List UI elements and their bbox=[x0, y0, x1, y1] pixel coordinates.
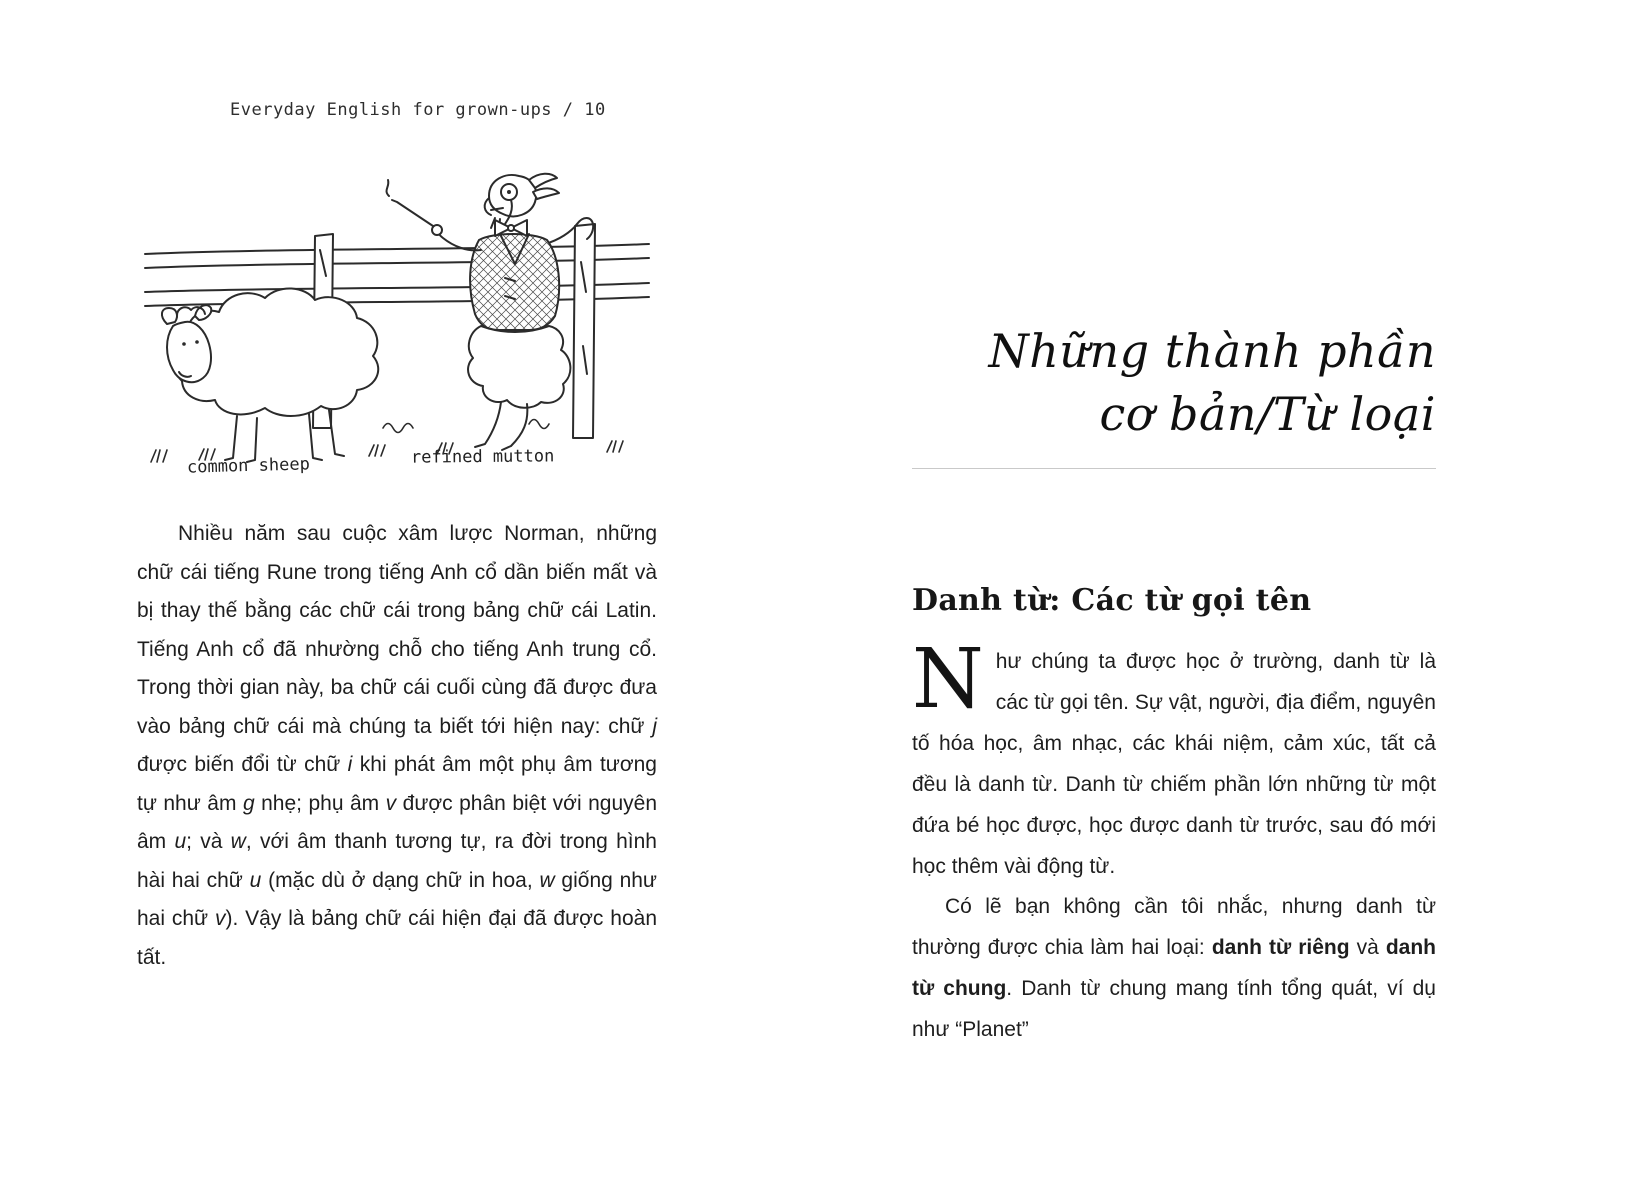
sheep-drawing-svg bbox=[137, 166, 657, 498]
illustration-caption-common-sheep: common sheep bbox=[186, 454, 311, 478]
refined-mutton-figure bbox=[387, 174, 594, 450]
nouns-paragraph-1-text: hư chúng ta được học ở trường, danh từ là các từ gọi tên. Sự vật, người, địa điểm, nguyên tố hóa học, âm nhạc, các khái niệm, cảm xúc, tất cả đều là danh từ. Danh từ chiếm phần lớn những từ một đứa bé học được, học được danh từ trước, sau đó mới học thêm vài động từ. bbox=[912, 650, 1436, 878]
chapter-title-line1: Những thành phần bbox=[988, 324, 1436, 378]
running-header: Everyday English for grown-ups / 10 bbox=[230, 100, 606, 120]
right-page bbox=[912, 0, 1436, 1200]
nouns-paragraph-2: Có lẽ bạn không cần tôi nhắc, nhưng danh từ thường được chia làm hai loại: danh từ riêng và danh từ chung. Danh từ chung mang tính tổng quát, ví dụ như “Planet” bbox=[912, 895, 1436, 1041]
sheep-illustration bbox=[137, 166, 657, 498]
left-page bbox=[137, 0, 657, 1200]
chapter-title-line2: cơ bản/Từ loại bbox=[1099, 387, 1436, 441]
illustration-caption-refined-mutton: refined mutton bbox=[410, 446, 555, 468]
nouns-paragraph-1 bbox=[912, 632, 1436, 887]
section-divider-rule bbox=[912, 468, 1436, 469]
common-sheep-figure bbox=[162, 288, 378, 462]
left-page-paragraph: Nhiều năm sau cuộc xâm lược Norman, những chữ cái tiếng Rune trong tiếng Anh cổ dần biến mất và bị thay thế bằng các chữ cái trong bảng chữ cái Latin. Tiếng Anh cổ đã nhường chỗ cho tiếng Anh trung cổ. Trong thời gian này, ba chữ cái cuối cùng đã được đưa vào bảng chữ cái mà chúng ta biết tới hiện nay: chữ j được biến đổi từ chữ i khi phát âm một phụ âm tương tự như âm g nhẹ; phụ âm v được phân biệt với nguyên âm u; và w, với âm thanh tương tự, ra đời trong hình hài hai chữ u (mặc dù ở dạng chữ in hoa, w giống như hai chữ v). Vậy là bảng chữ cái hiện đại đã được hoàn tất. bbox=[137, 522, 658, 969]
dropcap-letter: N bbox=[912, 632, 984, 727]
chapter-title bbox=[912, 320, 1436, 446]
section-heading-nouns: Danh từ: Các từ gọi tên bbox=[912, 583, 1312, 618]
